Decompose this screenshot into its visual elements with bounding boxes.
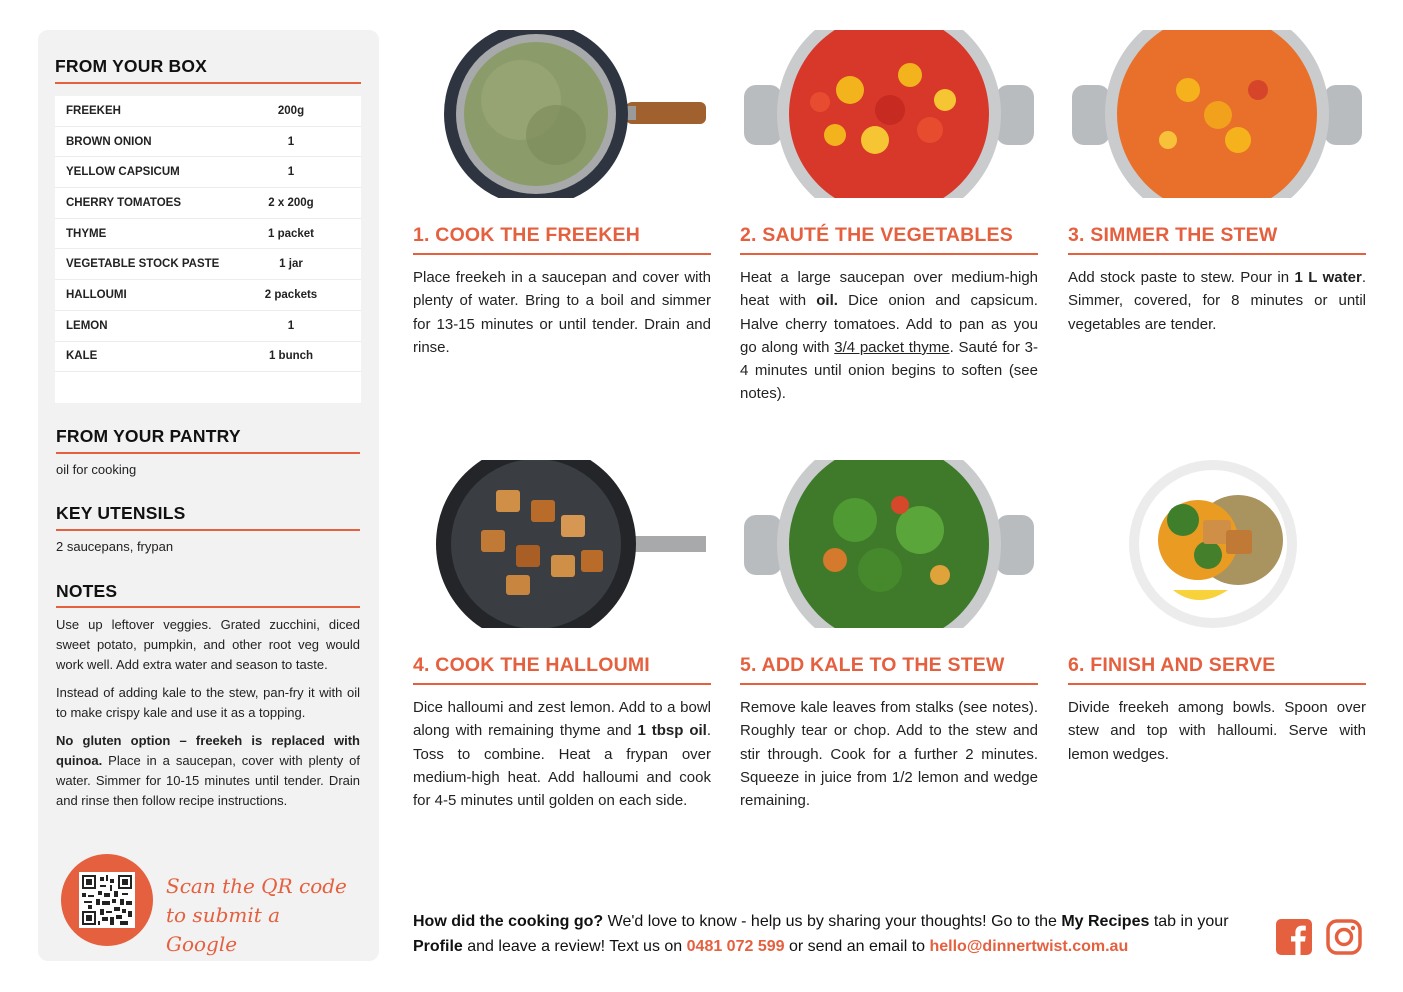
instagram-icon[interactable] (1326, 919, 1362, 955)
step-text-part: . Simmer, covered, for 8 minutes or until vegetables are tender. (1068, 269, 1366, 333)
step-text-bold: oil. (816, 292, 838, 310)
divider (1068, 253, 1366, 255)
divider (56, 606, 360, 608)
step-text (740, 266, 1038, 406)
step-text-underline: 3/4 packet thyme (834, 338, 950, 356)
email-link[interactable]: hello@dinnertwist.com.au (929, 938, 1129, 955)
finished-bowl-image (1068, 460, 1366, 628)
table-row (55, 342, 361, 373)
table-row (55, 188, 361, 219)
footer-text-part: tab in your (1149, 913, 1229, 930)
step-text: Place freekeh in a saucepan and cover with plenty of water. Bring to a boil and simmer for 13-15 minutes or until tender. Drain and rinse. (413, 269, 711, 356)
note-paragraph: Use up leftover veggies. Grated zucchini, diced sweet potato, pumpkin, and other root veg would work well. Add extra water and season to taste. (56, 617, 360, 672)
ingredient-qty: 1 (287, 166, 295, 179)
note-text: Place in a saucepan, cover with plenty of water. Simmer for 10-15 minutes until tender. Drain and rinse then follow recipe instructions. (56, 753, 360, 808)
note-paragraph: Instead of adding kale to the stew, pan-fry it with oil to make crispy kale and use it as a topping. (56, 685, 360, 720)
box-title: FROM YOUR BOX (55, 56, 208, 76)
footer-text-part: We'd love to know - help us by sharing your thoughts! Go to the (603, 913, 1062, 930)
divider (740, 253, 1038, 255)
divider (413, 253, 711, 255)
step-title: 5. ADD KALE TO THE STEW (740, 654, 1005, 676)
qr-badge (61, 854, 153, 946)
notes-title: NOTES (56, 581, 118, 601)
qr-code-icon[interactable] (79, 872, 135, 928)
step-text (1068, 266, 1366, 336)
step-title: 6. FINISH AND SERVE (1068, 654, 1276, 676)
feedback-footer (413, 909, 1263, 959)
footer-text-part: and leave a review! Text us on (462, 938, 687, 955)
divider (1068, 683, 1366, 685)
notes-body (56, 615, 360, 819)
table-row (55, 311, 361, 342)
ingredient-qty: 1 packet (267, 227, 315, 240)
footer-my-recipes: My Recipes (1061, 913, 1150, 930)
step-text: Remove kale leaves from stalks (see notes). Roughly tear or chop. Add to the stew and stir through. Cook for a further 2 minutes. Squeeze in juice from 1/2 lemon and wedge remaining. (740, 699, 1038, 810)
table-row (55, 280, 361, 311)
kale-stew-image (740, 460, 1038, 628)
ingredient-qty: 1 jar (279, 258, 303, 271)
ingredient-name: YELLOW CAPSICUM (66, 166, 180, 179)
ingredient-name: BROWN ONION (66, 135, 152, 148)
footer-text-part: or send an email to (784, 938, 930, 955)
ingredient-qty: 2 x 200g (268, 196, 314, 209)
table-row (55, 249, 361, 280)
divider (55, 82, 361, 84)
step-text-bold: 1 L water (1294, 269, 1362, 286)
step-text-part: Dice halloumi and zest lemon. Add to a bowl along with remaining thyme and (413, 699, 711, 740)
ingredient-name: CHERRY TOMATOES (66, 196, 182, 209)
ingredient-name: VEGETABLE STOCK PASTE (66, 258, 220, 271)
ingredients-table (55, 96, 361, 403)
ingredient-qty: 2 packets (264, 288, 318, 301)
step-text-part: . Toss to combine. Heat a frypan over medium-high heat. Add halloumi and cook for 4-5 minutes until golden on each side. (413, 722, 711, 810)
simmer-stew-image (1068, 30, 1366, 198)
table-row (55, 127, 361, 158)
step-title: 1. COOK THE FREEKEH (413, 224, 640, 246)
step-text-part: Add stock paste to stew. Pour in (1068, 269, 1295, 286)
footer-question: How did the cooking go? (413, 913, 604, 930)
note-paragraph (56, 731, 360, 811)
ingredient-name: LEMON (66, 319, 108, 332)
ingredient-qty: 200g (277, 104, 305, 117)
step-text: Divide freekeh among bowls. Spoon over stew and top with halloumi. Serve with lemon wedges. (1068, 699, 1366, 763)
ingredient-name: KALE (66, 350, 98, 363)
utensils-text: 2 saucepans, frypan (56, 539, 174, 554)
table-row (55, 96, 361, 127)
divider (56, 529, 360, 531)
footer-profile: Profile (413, 938, 463, 955)
table-row (55, 219, 361, 250)
facebook-icon[interactable] (1276, 919, 1312, 955)
vegetables-pan-image (740, 30, 1038, 198)
note-bold: No gluten option – freekeh is replaced with quinoa. (56, 733, 360, 768)
ingredient-name: THYME (66, 227, 107, 240)
halloumi-frypan-image (411, 460, 709, 628)
ingredient-name: HALLOUMI (66, 288, 127, 301)
sidebar-panel (38, 30, 379, 961)
phone-link[interactable]: 0481 072 599 (686, 938, 785, 955)
freekeh-sieve-image (411, 30, 709, 198)
ingredient-qty: 1 bunch (268, 350, 314, 363)
pantry-text: oil for cooking (56, 462, 137, 477)
divider (413, 683, 711, 685)
ingredient-qty: 1 (287, 135, 295, 148)
step-title: 2. SAUTÉ THE VEGETABLES (740, 224, 1013, 246)
step-title: 3. SIMMER THE STEW (1068, 224, 1278, 246)
ingredient-name: FREEKEH (66, 104, 121, 117)
step-text-part: Dice onion and capsicum. Halve cherry tomatoes. Add to pan as you go along with (740, 292, 1038, 356)
step-text (413, 696, 711, 812)
qr-caption: Scan the QR code to submit a Google (166, 874, 347, 956)
utensils-title: KEY UTENSILS (56, 503, 186, 523)
step-title: 4. COOK THE HALLOUMI (413, 654, 650, 676)
step-text-part: Heat a large saucepan over medium-high heat with (740, 269, 1038, 310)
pantry-title: FROM YOUR PANTRY (56, 426, 241, 446)
step-text-part: . Sauté for 3-4 minutes until onion begins to soften (see notes). (740, 338, 1038, 403)
step-text-bold: 1 tbsp oil (637, 722, 707, 740)
divider (740, 683, 1038, 685)
ingredient-qty: 1 (287, 319, 295, 332)
table-row (55, 157, 361, 188)
divider (56, 452, 360, 454)
